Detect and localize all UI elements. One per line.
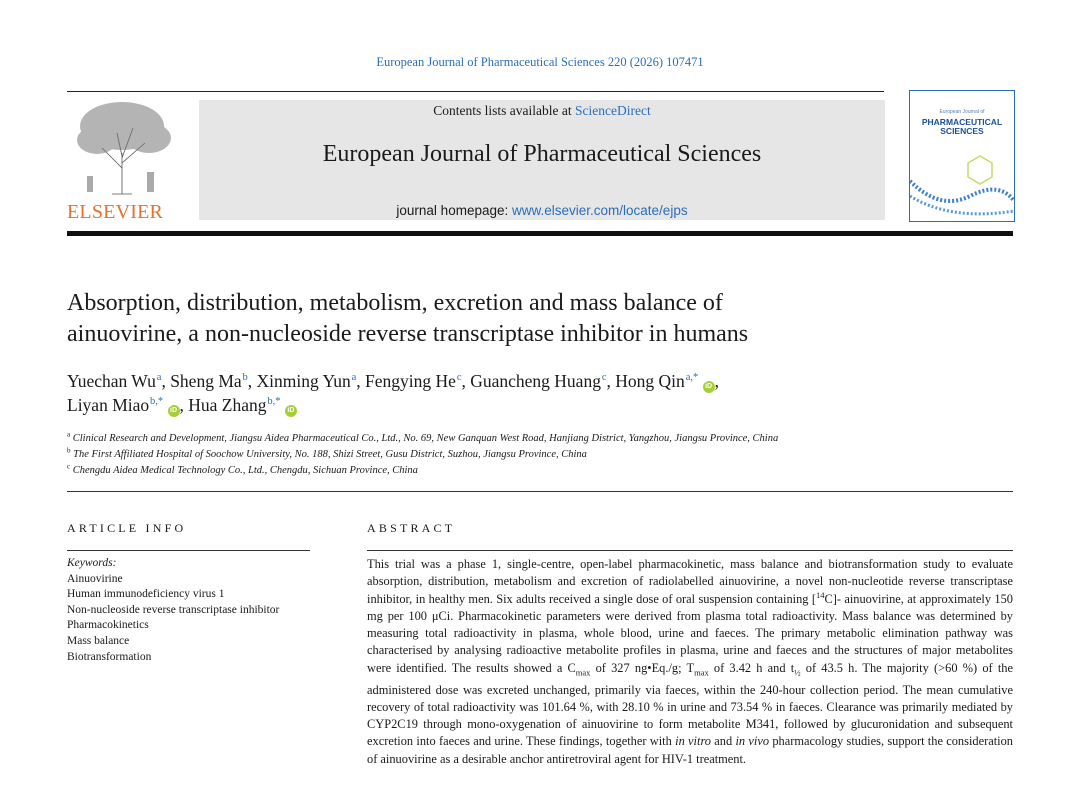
affiliations — [67, 431, 1013, 479]
article-title — [67, 288, 967, 350]
contents-availability-line — [199, 103, 885, 119]
journal-title: European Journal of Pharmaceutical Sciences — [322, 141, 762, 167]
abstract-heading: ABSTRACT — [367, 521, 456, 535]
abstract-text — [367, 556, 1013, 768]
affiliation-text: The First Affiliated Hospital of Soochow University, No. 188, Shizi Street, Gusu District, Suzhou, Jiangsu Province, China — [73, 449, 587, 460]
affiliation-text: Clinical Research and Development, Jiangsu Aidea Pharmaceutical Co., Ltd., No. 69, New Ganquan West Road, Hanjiang District, Yangzhou, Jiangsu Province, China — [72, 433, 779, 444]
publisher-wordmark: ELSEVIER — [67, 201, 164, 223]
affiliations-divider — [67, 491, 1013, 492]
homepage-prefix: journal homepage: — [396, 203, 512, 218]
keywords-label: Keywords: — [67, 557, 117, 569]
subscript-half: ½ — [794, 667, 801, 678]
cover-molecule-art — [910, 141, 1014, 221]
orcid-icon[interactable]: iD — [703, 381, 715, 393]
abstract-part: pharmacology studies, support the consideration of ainuovirine as a desirable anchor antiretroviral agent for HIV-1 treatment. — [367, 734, 1013, 766]
keyword-item: Mass balance — [67, 634, 130, 647]
author-affiliation-link[interactable]: b — [242, 372, 248, 384]
subscript-max: max — [575, 667, 591, 678]
header-top-divider — [67, 91, 884, 92]
orcid-icon[interactable]: iD — [285, 405, 297, 417]
cover-title-line1: PHARMACEUTICAL — [921, 117, 1003, 127]
author-name[interactable]: Fengying He — [365, 371, 456, 391]
affiliation-item — [67, 463, 1013, 479]
author-name[interactable]: Hua Zhang — [188, 395, 267, 415]
author-name[interactable]: Yuechan Wu — [67, 371, 156, 391]
author-affiliation-link[interactable]: a — [351, 372, 357, 384]
tree-icon — [67, 98, 177, 198]
affiliation-key: a — [67, 430, 71, 439]
abstract-part: and — [711, 734, 736, 749]
cover-title-line2: SCIENCES — [940, 126, 984, 136]
abstract-divider — [367, 550, 1013, 551]
author-affiliation-link[interactable]: a — [156, 372, 162, 384]
abstract-part: This trial was a phase 1, single-centre, open-label pharmacokinetic, mass balance and biotransformation study to evaluate absorption, distribution, metabolism and excretion of radiolabelled ainuovirine, a novel non-nucleotide reverse transcriptase inhibitor, in healthy men. Six adults received a single dose of oral suspension containing [ — [367, 557, 1013, 606]
keyword-item: Human immunodeficiency virus 1 — [67, 588, 225, 601]
author-list: Yuechan Wu $^a$, Sheng Ma $^b$, Xinming Yun $^a$, Fengying He $^c$, Guancheng Huang $^c$, Hong Qin $^{a,*}$ iD , Liyan Miao $^{b,*}$ iD , Hua Zhang $^{b,*}$ iD — [67, 371, 719, 415]
author-name[interactable]: Guancheng Huang — [470, 371, 601, 391]
keywords-list — [67, 556, 310, 665]
isotope-superscript: 14 — [815, 589, 825, 600]
abstract-italic: in vitro — [675, 734, 711, 749]
article-title-line1: Absorption, distribution, metabolism, excretion and mass balance of — [67, 290, 723, 316]
author-name[interactable]: Sheng Ma — [170, 371, 242, 391]
author-name[interactable]: Hong Qin — [615, 371, 685, 391]
journal-homepage-link[interactable]: www.elsevier.com/locate/ejps — [512, 203, 688, 218]
cover-title — [910, 118, 1014, 136]
author-affiliation-link[interactable]: b,* — [150, 396, 164, 408]
journal-cover-thumbnail[interactable] — [909, 90, 1015, 222]
orcid-icon[interactable]: iD — [168, 405, 180, 417]
article-title-line2: ainuovirine, a non-nucleoside reverse transcriptase inhibitor in humans — [67, 321, 749, 347]
affiliation-item — [67, 431, 1013, 447]
article-info-divider — [67, 550, 310, 551]
contents-prefix: Contents lists available at — [433, 103, 575, 118]
affiliation-text: Chengdu Aidea Medical Technology Co., Ltd., Chengdu, Sichuan Province, China — [72, 465, 418, 476]
journal-homepage-line — [199, 203, 885, 218]
subscript-max: max — [694, 667, 709, 678]
affiliation-key: b — [67, 446, 71, 455]
abstract-part: of 327 ng•Eq./g; T — [590, 660, 695, 675]
abstract-part: of 3.42 h and t — [708, 660, 795, 675]
affiliation-key: c — [67, 462, 71, 471]
author-name[interactable]: Xinming Yun — [256, 371, 351, 391]
author-name[interactable]: Liyan Miao — [67, 395, 150, 415]
sciencedirect-link[interactable]: ScienceDirect — [575, 103, 651, 118]
keyword-item: Ainuovirine — [67, 572, 123, 585]
keyword-item: Biotransformation — [67, 650, 152, 663]
keyword-item: Pharmacokinetics — [67, 619, 149, 632]
author-affiliation-link[interactable]: a,* — [685, 372, 699, 384]
cover-subtitle: European Journal of — [939, 109, 985, 115]
keyword-item: Non-nucleoside reverse transcriptase inhibitor — [67, 603, 280, 616]
author-affiliation-link[interactable]: b,* — [267, 396, 281, 408]
header-divider — [67, 231, 1013, 236]
abstract-part: C]- ainuovirine, at approximately 150 mg per 100 μCi. Pharmacokinetic parameters were derived from plasma total radioactivity. Mass balance was determined by measuring total radioactivity in plasma, whole blood, urine and faeces. The primary metabolic elimination pathway was characterised by analysing radioactive metabolite profiles in plasma, urine and faeces and the structures of major metabolites were identified. The results showed a C — [367, 591, 1013, 675]
author-affiliation-link[interactable]: c — [601, 372, 607, 384]
author-affiliation-link[interactable]: c — [456, 372, 462, 384]
journal-citation-link[interactable]: European Journal of Pharmaceutical Sciences 220 (2026) 107471 — [376, 55, 704, 69]
article-info-heading: ARTICLE INFO — [67, 521, 187, 535]
affiliation-item — [67, 447, 1013, 463]
abstract-italic: in vivo — [735, 734, 770, 749]
abstract-part: of 43.5 h. The majority (>60 %) of the administered dose was excreted unchanged, primarily via faeces, within the 240-hour collection period. The mean cumulative recovery of total radioactivity was 101.64 %, with 28.10 % in urine and 73.54 % in faeces. Clearance was primarily mediated by CYP2C19 through mono-oxygenation of ainuovirine to form metabolite M341, followed by glucuronidation and subsequent excretion into faeces and urine. These findings, together with — [367, 660, 1013, 749]
